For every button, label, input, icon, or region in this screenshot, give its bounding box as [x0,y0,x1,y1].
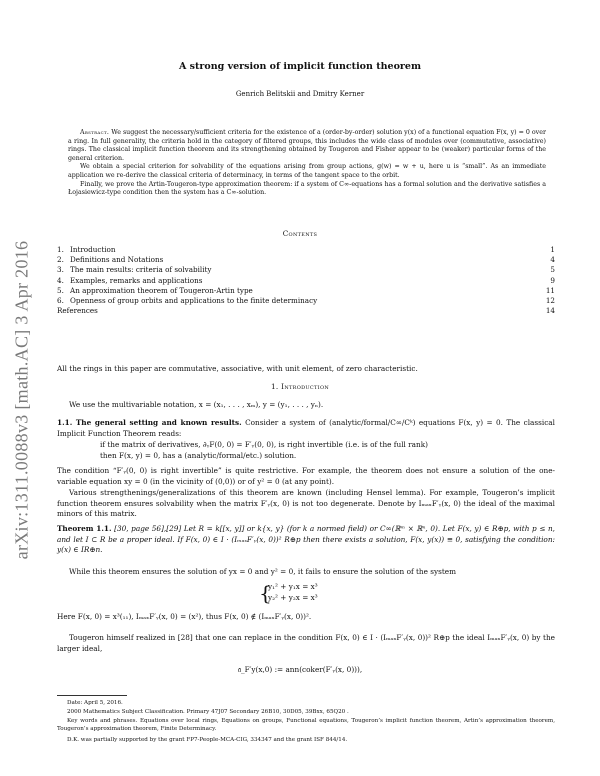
ann-ideal-formula: 𝔞_F′y(x,0) := ann(coker(F′ᵧ(x, 0))), [237,665,363,674]
toc-entry-number: 1. [57,245,64,254]
toc-entry-label-group [57,255,163,265]
section-heading: 1. Introduction [270,382,330,391]
toc-entry[interactable] [57,265,555,275]
toc-entry-page: 1 [550,245,555,254]
toc-entry-label-group [57,296,317,306]
toc-entry-label: An approximation theorem of Tougeron-Artin type [70,285,253,295]
while-paragraph: While this theorem ensures the solution of yx = 0 and y² = 0, it fails to ensure the solution of the system [69,567,457,576]
tougeron-paragraph: Tougeron himself realized in [28] that one can replace in the condition F(x, 0) ∈ I · (IₘₐₓF′ᵧ(x, 0))² R⊕p the ideal IₘₐₓF′ᵧ(x, 0) by the larger ideal, [57,633,555,653]
toc-entry-number: 2. [57,255,64,265]
paper-authors: Genrich Belitskii and Dmitry Kerner [235,90,365,98]
toc-entry-number: 5. [57,285,64,295]
system-brace: { y₁² + y₁x = x³ y₂² + y₂x = x³ [259,581,318,605]
toc-entry-page: 11 [545,285,555,295]
system-eq-1: y₁² + y₁x = x³ [268,582,318,591]
abstract-label: Abstract. [80,129,110,136]
theorem-label: Theorem 1.1. [57,524,112,533]
toc-entry-page: 12 [545,295,555,305]
rings-line: All the rings in this paper are commutative, associative, with unit element, of zero characteristic. [57,364,418,373]
toc-entry-label: Examples, remarks and applications [70,275,203,285]
toc-entry-label-group [57,245,116,255]
footnote-grant: D.K. was partially supported by the grant FP7-People-MCA-CIG, 334347 and the grant ISF 844/14. [67,737,348,743]
theorem-text: [30, page 56],[29] Let R = k[[x, y]] or k{x, y} (for k a normed field) or C∞(ℝᵐ × ℝⁿ, 0). Let F(x, y) ∈ R⊕p, with p ≤ n, and let I ⊂ R be a proper ideal. If F(x, 0) ∈ I · (IₘₐₓF′ᵧ(x, 0))² R⊕p then there exists a solution, F(x, y(x)) ≡ 0, satisfying the condition: y(x) ∈ IR⊕n. [57,524,555,554]
subsection-text: Consider a system of (analytic/formal/C∞/Cᵏ) equations F(x, y) = 0. The classical Implicit Function Theorem reads: [57,418,555,438]
abstract-p2: We obtain a special criterion for solvability of the equations arising from group actions, g(w) = w + u, here u is “small”. As an immediate application we re-derive the classical criteria of determinacy, in terms of the tangent space to the orbit. [68,163,546,179]
footnote-date: Date: April 5, 2016. [67,700,123,706]
toc-entry-label-group [57,286,253,296]
theorem-1-1 [57,524,555,556]
footnote-rule [57,695,127,696]
contents-heading: Contents [282,229,318,238]
toc-entry-label-group [57,306,98,316]
toc-entry-label: Openness of group orbits and applications to the finite determinacy [70,295,318,305]
arxiv-stamp: arXiv:1311.0088v3 [math.AC] 3 Apr 2016 [11,240,32,560]
toc-entry-page: 5 [550,265,555,275]
condition-paragraph: The condition “F′ᵧ(0, 0) is right invertible” is quite restrictive. For example, the theorem does not ensure a solution of the one-variable equation xy = 0 (in the vicinity of (0,0)) or of y² = 0 (at any point). [57,466,555,486]
toc-entry-label: The main results: criteria of solvability [70,265,212,275]
toc-entry-label: References [57,306,98,316]
abstract-p3: Finally, we prove the Artin-Tougeron-type approximation theorem: if a system of C∞-equations has a formal solution and the derivative satisfies a Łojasiewicz-type condition then the system has a C∞-solution. [68,180,546,197]
toc-entry-page: 14 [545,306,555,316]
toc-entry[interactable] [57,255,555,265]
toc-entry[interactable] [57,276,555,286]
footnote-msc: 2000 Mathematics Subject Classification. Primary 47J07 Secondary 26B10, 30D05, 39Bxx, 65Q20 . [67,709,349,715]
paper-title: A strong version of implicit function theorem [178,61,422,72]
here-paragraph: Here F(x, 0) = x³(₁₁), IₘₐₓF′ᵧ(x, 0) = (x²), thus F(x, 0) ∉ (IₘₐₓF′ᵧ(x, 0))². [57,612,312,621]
various-paragraph: Various strengthenings/generalizations of this theorem are known (including Hensel lemma). For example, Tougeron’s implicit function theorem ensures solvability when the matrix F′ᵧ(x, 0) is not too degenerate. Denote by IₘₐₓF′ᵧ(x, 0) the ideal of the maximal minors of this matrix. [57,488,555,518]
toc-entry-page: 4 [550,255,555,265]
notation-line: We use the multivariable notation, x = (x₁, . . . , xₘ), y = (y₁, . . . , yₙ). [69,400,324,409]
subsection-paragraph [57,418,555,439]
subsection-heading: 1.1. The general setting and known results. [57,418,242,427]
toc-entry[interactable] [57,306,555,316]
toc-entry-label-group [57,265,211,275]
toc-entry[interactable] [57,296,555,306]
toc-entry-label-group [57,276,202,286]
toc-entry[interactable] [57,245,555,255]
abstract-p1: We suggest the necessary/sufficient criteria for the existence of a (order-by-order) solution y(x) of a functional equation F(x, y) = 0 over a ring. In full generality, the criteria hold in the category of filtered groups, this includes the wide class of modules over (commutative, associative) rings. The classical implicit function theorem and its strengthening obtained by Tougeron and Fisher appear to be (weaker) particular forms of the general criterion. [68,129,546,162]
toc-entry[interactable] [57,286,555,296]
abstract [68,129,546,198]
table-of-contents [57,245,555,316]
ift-line-2: then F(x, y) = 0, has a (analytic/formal/etc.) solution. [100,451,297,460]
toc-entry-number: 4. [57,275,64,285]
footnote-keywords: Key words and phrases. Equations over local rings, Equations on groups, Functional equations, Tougeron’s implicit function theorem, Artin’s approximation theorem, Tougeron’s approximation theorem, Finite Determinacy. [57,718,555,732]
system-eq-2: y₂² + y₂x = x³ [268,592,318,602]
toc-entry-page: 9 [550,275,555,285]
toc-entry-number: 3. [57,265,64,275]
toc-entry-number: 6. [57,295,64,305]
ift-line-1: if the matrix of derivatives, ∂ᵧF(0, 0) = F′ᵧ(0, 0), is right invertible (i.e. is of the full rank) [100,440,428,449]
toc-entry-label: Introduction [70,245,116,254]
toc-entry-label: Definitions and Notations [70,255,164,265]
